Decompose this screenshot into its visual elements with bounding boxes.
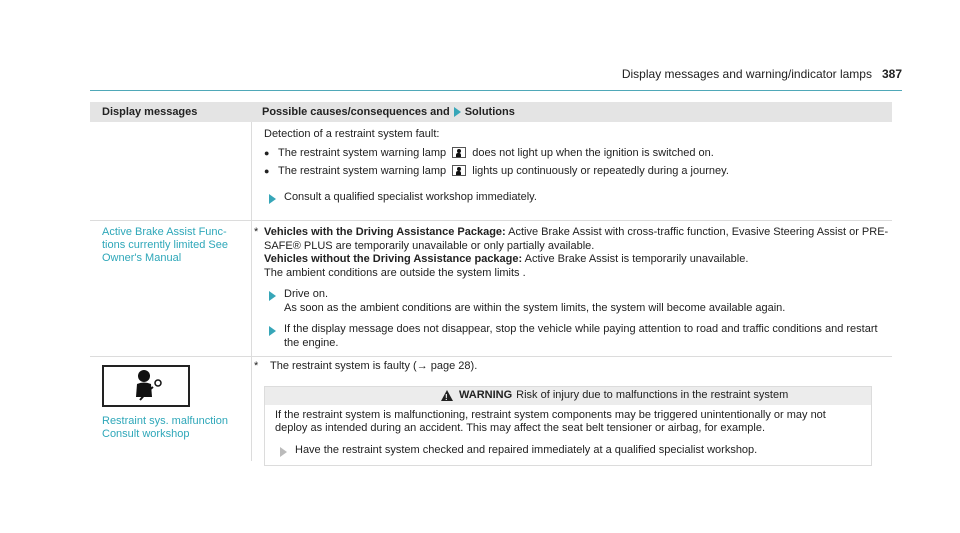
table-header xyxy=(90,102,892,122)
bullet-icon: ● xyxy=(264,147,270,158)
table-row xyxy=(90,122,892,221)
message-cell xyxy=(90,221,252,356)
action-text: Consult a qualified specialist workshop immediately. xyxy=(284,190,537,203)
warning-header xyxy=(265,387,871,405)
action-arrow-icon xyxy=(454,107,461,117)
action-step xyxy=(264,191,892,207)
without-package-text: Active Brake Assist is temporarily unavailable. xyxy=(524,253,749,265)
warning-label: WARNING xyxy=(459,388,513,401)
action-text: As soon as the ambient conditions are within the system limits, the system will become available again. xyxy=(284,301,786,314)
display-message-restraint: Restraint sys. malfunction Consult workshop xyxy=(102,415,228,440)
restraint-warning-lamp-icon xyxy=(452,165,466,176)
action-arrow-icon xyxy=(269,291,276,301)
warning-body xyxy=(265,405,871,466)
list-item xyxy=(264,165,892,179)
with-package-label: Vehicles with the Driving Assistance Package: xyxy=(264,226,506,238)
faulty-text: The restraint system is faulty (→ page 28). xyxy=(270,360,478,372)
warning-title: Risk of injury due to malfunctions in the restraint system xyxy=(516,388,789,401)
without-package-label: Vehicles without the Driving Assistance package: xyxy=(264,253,523,265)
col2-label: Possible causes/consequences and xyxy=(262,106,450,118)
causes-cell xyxy=(252,221,892,356)
with-package-text: Active Brake Assist with cross-traffic function, Evasive Steering Assist or PRE-SAFE® PLUS are temporarily unavailable or only partially available. xyxy=(264,226,889,252)
display-message-abs: Active Brake Assist Func- tions currently limited See Owner's Manual xyxy=(102,226,228,264)
col-display-messages: Display messages xyxy=(102,106,198,118)
warning-box xyxy=(264,386,872,467)
action-step xyxy=(264,323,892,350)
message-cell-empty xyxy=(90,122,252,220)
fault-intro: Detection of a restraint system fault: xyxy=(264,128,440,140)
warning-triangle-icon xyxy=(441,390,453,401)
table-row xyxy=(90,357,892,461)
col-causes-solutions xyxy=(252,102,892,122)
warning-text: If the restraint system is malfunctioning, restraint system components may be triggered unintentionally or may not deploy as intended during an accident. This may affect the seat belt tensioner or airbag, for example. xyxy=(275,408,826,434)
header-title: Display messages and warning/indicator lamps xyxy=(621,67,872,81)
messages-table xyxy=(90,102,892,461)
bullet-text: The restraint system warning lamp xyxy=(278,146,447,159)
bullet-icon: ● xyxy=(264,166,270,176)
bullet-text: The restraint system warning lamp xyxy=(278,165,447,177)
header-rule xyxy=(90,90,902,91)
action-step xyxy=(264,288,892,315)
table-row xyxy=(90,221,892,357)
action-arrow-icon xyxy=(269,194,276,204)
action-arrow-icon xyxy=(269,326,276,336)
message-cell xyxy=(90,357,252,461)
action-text: If the display message does not disappear, stop the vehicle while paying attention to road and traffic conditions and restart the engine. xyxy=(284,323,878,349)
action-step xyxy=(275,444,861,460)
causes-cell xyxy=(252,122,892,220)
restraint-system-icon xyxy=(102,365,190,407)
action-arrow-icon xyxy=(280,447,287,457)
bullet-text: does not light up when the ignition is switched on. xyxy=(472,146,714,159)
page-header xyxy=(622,67,902,81)
bullet-text: lights up continuously or repeatedly during a journey. xyxy=(472,165,729,177)
restraint-warning-lamp-icon xyxy=(452,147,466,158)
asterisk: * xyxy=(254,226,259,238)
action-text: Drive on. xyxy=(284,288,329,300)
asterisk: * xyxy=(254,360,259,372)
conditions-text: The ambient conditions are outside the system limits . xyxy=(264,266,526,279)
action-text: Have the restraint system checked and repaired immediately at a qualified specialist workshop. xyxy=(295,443,758,456)
page-number: 387 xyxy=(881,67,902,81)
causes-cell xyxy=(252,357,892,461)
list-item xyxy=(264,147,892,161)
col2-solutions-label: Solutions xyxy=(464,106,515,118)
